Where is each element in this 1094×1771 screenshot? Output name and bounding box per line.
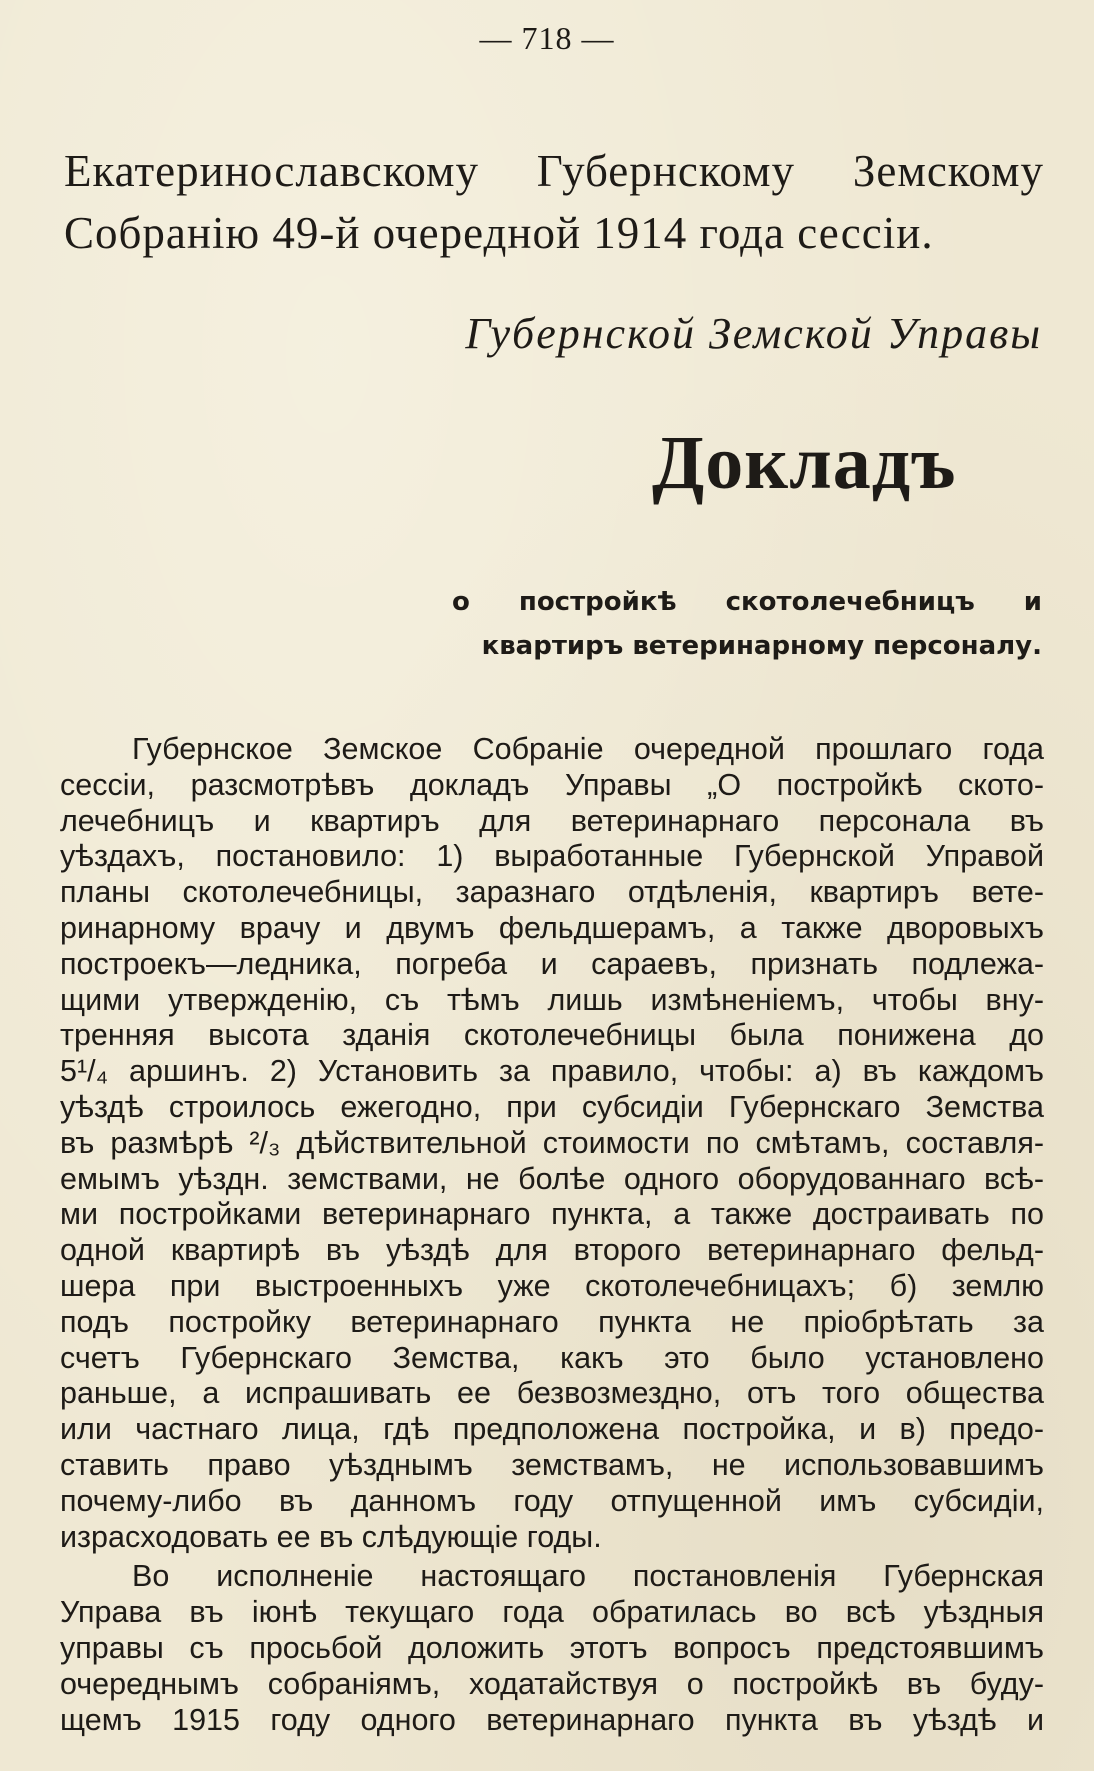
text-line: одной квартирѣ въ уѣздѣ для второго ветеринарнаго фельд- bbox=[60, 1233, 1044, 1268]
page-number: — 718 — bbox=[479, 20, 615, 56]
subject-heading bbox=[452, 580, 1042, 668]
text-line: сессіи, разсмотрѣвъ докладъ Управы „О постройкѣ ското- bbox=[60, 767, 1044, 802]
body-text bbox=[60, 732, 1044, 1738]
addressee-line: Собранію 49-й очередной 1914 года сессіи. bbox=[64, 208, 934, 258]
paragraph-2 bbox=[60, 1559, 1044, 1738]
authority-line: Губернской Земской Управы bbox=[465, 309, 1042, 358]
text-line: тренняя высота зданія скотолечебницы была понижена до bbox=[60, 1018, 1044, 1053]
text-line: или частнаго лица, гдѣ предположена постройка, и в) предо- bbox=[60, 1412, 1044, 1447]
text-line: уѣздѣ строилось ежегодно, при субсидіи Губернскаго Земства bbox=[60, 1089, 1044, 1124]
text-line: шера при выстроенныхъ уже скотолечебницахъ; б) землю bbox=[60, 1268, 1044, 1303]
addressee-heading bbox=[64, 140, 1044, 264]
text-line: построекъ—ледника, погреба и сараевъ, признать подлежа- bbox=[60, 946, 1044, 981]
text-line: управы съ просьбой доложить этотъ вопросъ предстоявшимъ bbox=[60, 1630, 1044, 1665]
document-title: Докладъ bbox=[652, 421, 957, 505]
text-line: емымъ уѣздн. земствами, не болѣе одного оборудованнаго всѣ- bbox=[60, 1161, 1044, 1196]
text-line: ставить право уѣзднымъ земствамъ, не использовавшимъ bbox=[60, 1447, 1044, 1482]
text-line: уѣздахъ, постановило: 1) выработанные Губернской Управой bbox=[60, 839, 1044, 874]
text-line: раньше, а испрашивать ее безвозмездно, отъ того общества bbox=[60, 1376, 1044, 1411]
subject-line: о постройкѣ скотолечебницъ и bbox=[452, 587, 1042, 617]
text-line: израсходовать ее въ слѣдующіе годы. bbox=[60, 1519, 602, 1554]
text-line: Губернское Земское Собраніе очередной прошлаго года bbox=[132, 732, 1044, 766]
text-line: почему-либо въ данномъ году отпущенной имъ субсидіи, bbox=[60, 1483, 1044, 1518]
text-line: ринарному врачу и двумъ фельдшерамъ, а также дворовыхъ bbox=[60, 910, 1044, 945]
text-line: Во исполненіе настоящаго постановленія Губернская bbox=[132, 1559, 1044, 1594]
addressee-line: Екатеринославскому Губернскому Земскому bbox=[64, 146, 1044, 196]
paragraph-1 bbox=[60, 732, 1044, 1555]
subject-line: квартиръ ветеринарному персоналу. bbox=[481, 631, 1042, 661]
text-line: въ размѣрѣ ²/₃ дѣйствительной стоимости по смѣтамъ, составля- bbox=[60, 1125, 1044, 1160]
text-line: очереднымъ собраніямъ, ходатайствуя о постройкѣ въ буду- bbox=[60, 1666, 1044, 1701]
text-line: ми постройками ветеринарнаго пункта, а также достраивать по bbox=[60, 1197, 1044, 1232]
text-line: щемъ 1915 году одного ветеринарнаго пункта въ уѣздѣ и bbox=[60, 1702, 1044, 1737]
text-line: подъ постройку ветеринарнаго пункта не пріобрѣтать за bbox=[60, 1304, 1044, 1339]
text-line: 5¹/₄ аршинъ. 2) Установить за правило, чтобы: а) въ каждомъ bbox=[60, 1054, 1044, 1089]
text-line: лечебницъ и квартиръ для ветеринарнаго персонала въ bbox=[60, 803, 1044, 838]
text-line: щими утвержденію, съ тѣмъ лишь измѣненіемъ, чтобы вну- bbox=[60, 982, 1044, 1017]
text-line: планы скотолечебницы, заразнаго отдѣленія, квартиръ вете- bbox=[60, 875, 1044, 910]
text-line: Управа въ іюнѣ текущаго года обратилась во всѣ уѣздныя bbox=[60, 1595, 1044, 1630]
text-line: счетъ Губернскаго Земства, какъ это было установлено bbox=[60, 1340, 1044, 1375]
